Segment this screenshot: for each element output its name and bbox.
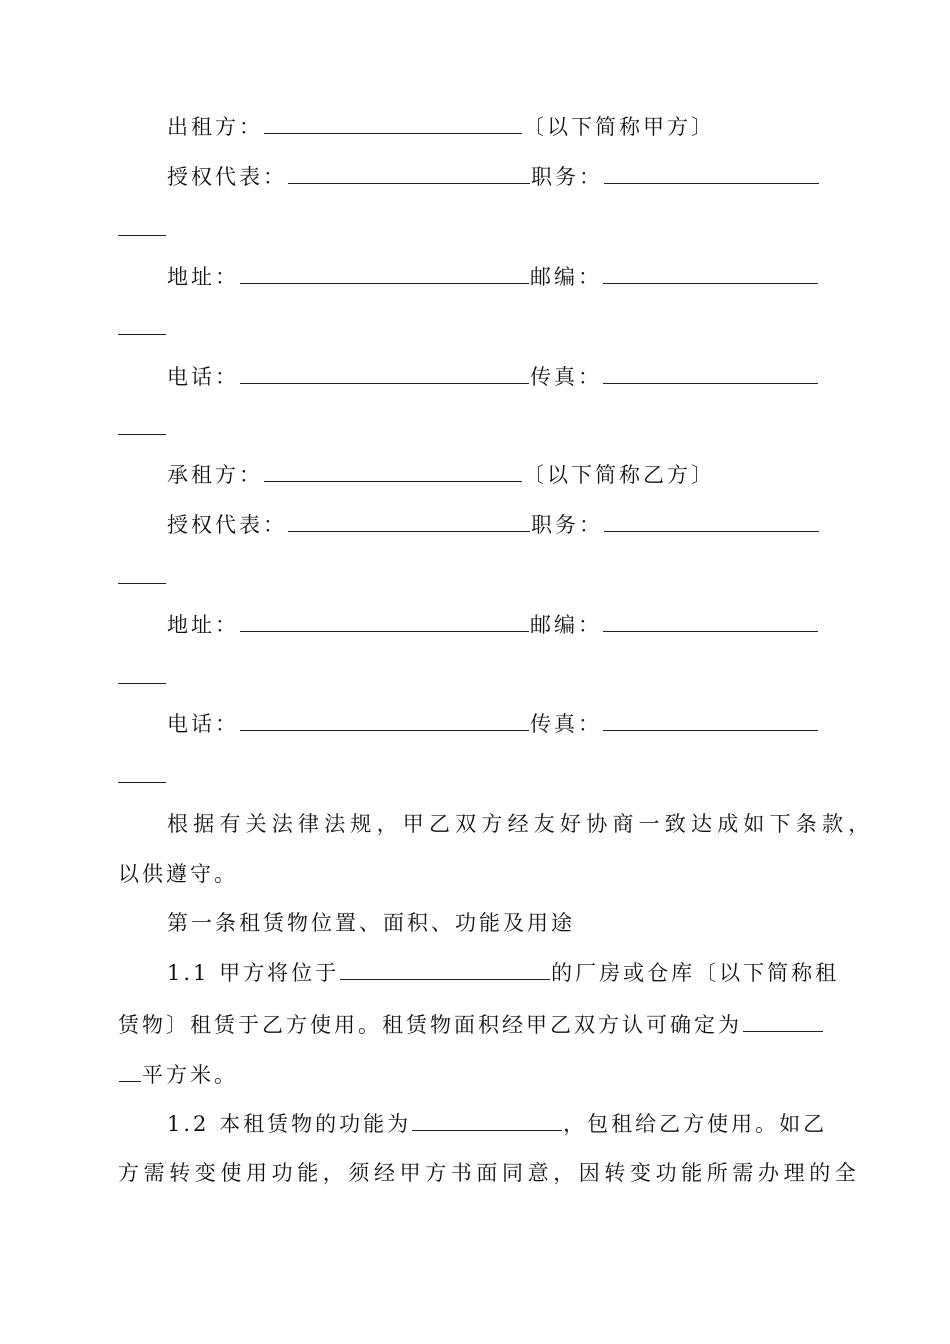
continuation-blank <box>118 782 166 783</box>
continuation-blank <box>118 583 166 584</box>
address-label: 地址： <box>167 613 239 637</box>
clause-text: 赁物〕租赁于乙方使用。租赁物面积经甲乙双方认可确定为 <box>118 1013 742 1037</box>
clause-1-1-line-3 <box>118 1060 238 1090</box>
continuation-blank <box>118 334 166 335</box>
rep-label: 授权代表： <box>167 165 287 189</box>
phone-blank <box>240 710 529 731</box>
area-blank <box>743 1011 823 1032</box>
fax-blank <box>603 710 818 731</box>
lessee-phone-line <box>167 709 819 739</box>
lessee-label: 承租方： <box>167 463 263 487</box>
fax-label: 传真： <box>530 365 602 389</box>
title-blank <box>604 511 819 532</box>
postcode-blank <box>603 263 818 284</box>
clause-1-2-line-1 <box>167 1109 827 1139</box>
fax-label: 传真： <box>530 712 602 736</box>
rep-blank <box>288 511 530 532</box>
lessee-blank <box>264 461 522 482</box>
clause-text: ，包租给乙方使用。如乙 <box>563 1112 828 1136</box>
lessor-phone-line <box>167 362 819 392</box>
area-blank-continued <box>119 1061 141 1082</box>
clause-text: 1.2 本租赁物的功能为 <box>167 1112 412 1136</box>
address-blank <box>240 611 529 632</box>
clause-1-2-line-2: 方需转变使用功能，须经甲方书面同意，因转变功能所需办理的全 <box>118 1161 861 1185</box>
continuation-blank <box>118 683 166 684</box>
clause-text: 平方米。 <box>142 1063 238 1087</box>
continuation-blank <box>118 434 166 435</box>
location-blank <box>340 959 550 980</box>
postcode-label: 邮编： <box>530 613 602 637</box>
lessor-line <box>167 112 715 142</box>
phone-label: 电话： <box>167 712 239 736</box>
rep-blank <box>288 163 530 184</box>
lessor-address-line <box>167 262 819 292</box>
lessee-note: 〔以下简称乙方〕 <box>523 463 715 487</box>
phone-label: 电话： <box>167 365 239 389</box>
lessee-address-line <box>167 610 819 640</box>
intro-line-1: 根据有关法律法规，甲乙双方经友好协商一致达成如下条款， <box>167 812 875 836</box>
function-blank <box>412 1110 562 1131</box>
title-label: 职务： <box>531 513 603 537</box>
address-blank <box>240 263 529 284</box>
postcode-blank <box>603 611 818 632</box>
address-label: 地址： <box>167 265 239 289</box>
lessor-blank <box>264 113 522 134</box>
title-label: 职务： <box>531 165 603 189</box>
lessor-label: 出租方： <box>167 115 263 139</box>
intro-line-2: 以供遵守。 <box>118 862 238 886</box>
postcode-label: 邮编： <box>530 265 602 289</box>
rep-label: 授权代表： <box>167 513 287 537</box>
continuation-blank <box>118 235 166 236</box>
fax-blank <box>603 363 818 384</box>
phone-blank <box>240 363 529 384</box>
clause-1-1-line-2 <box>118 1010 824 1040</box>
lessee-line <box>167 460 715 490</box>
title-blank <box>604 163 819 184</box>
article-1-title: 第一条租赁物位置、面积、功能及用途 <box>167 911 575 935</box>
lessee-rep-line <box>167 510 820 540</box>
clause-text: 的厂房或仓库〔以下简称租 <box>551 961 840 985</box>
clause-1-1-line-1 <box>167 958 839 988</box>
lessor-rep-line <box>167 162 820 192</box>
lessor-note: 〔以下简称甲方〕 <box>523 115 715 139</box>
clause-text: 1.1 甲方将位于 <box>167 961 340 985</box>
